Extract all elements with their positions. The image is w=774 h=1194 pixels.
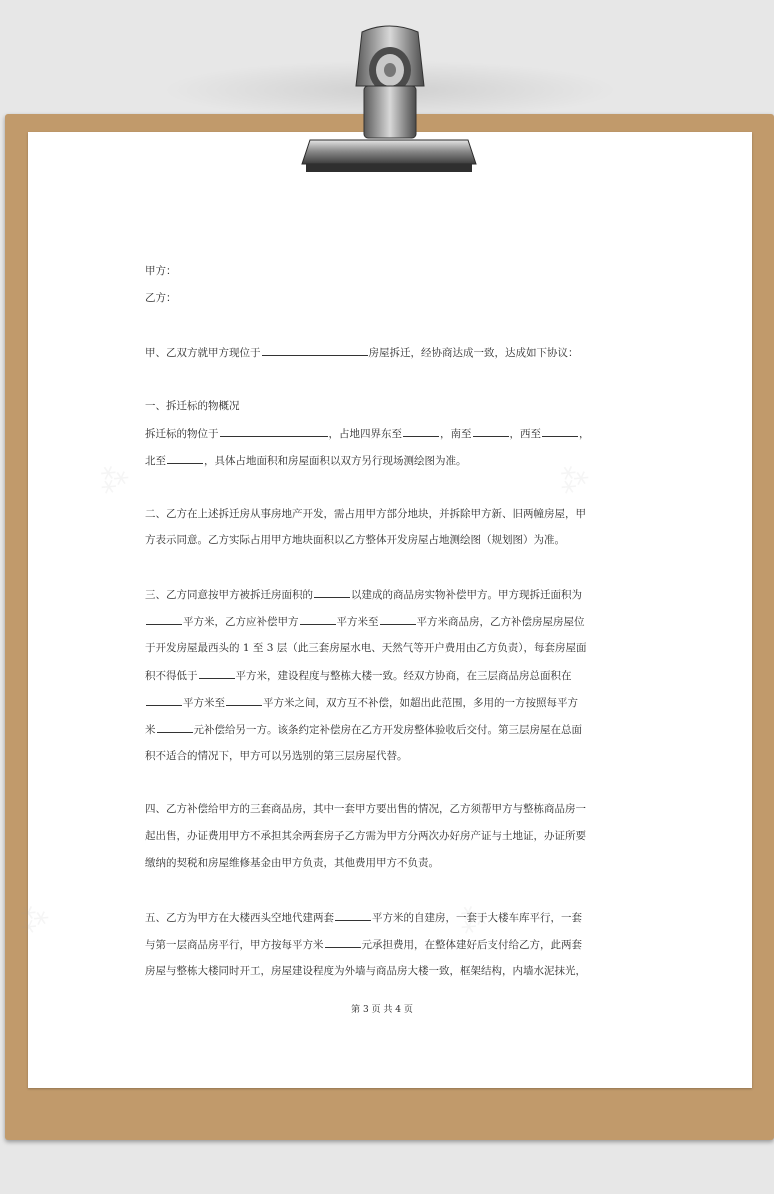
section-3-line-6: 米 元补偿给另一方。该条约定补偿房在乙方开发房整体验收后交付。第三层房屋在总面	[145, 721, 582, 737]
blank-field	[157, 721, 193, 733]
blank-field	[167, 452, 203, 464]
party-b-label: 乙方：	[145, 292, 177, 304]
blank-field	[380, 613, 416, 625]
section-5-line-3: 房屋与整栋大楼同时开工，房屋建设程度为外墙与商品房大楼一致，框架结构，内墙水泥抹光，	[145, 965, 586, 977]
blank-field	[314, 586, 350, 598]
section-4-line-2: 起出售，办证费用甲方不承担其余两套房子乙方需为甲方分两次办好房产证与土地证，办证所要	[145, 830, 586, 842]
blank-field	[325, 936, 361, 948]
blank-field	[146, 613, 182, 625]
section-4-line-1: 四、乙方补偿给甲方的三套商品房，其中一套甲方要出售的情况，乙方须帮甲方与整栋商品房一	[145, 803, 586, 815]
blank-field	[542, 425, 578, 437]
blank-field	[262, 344, 368, 356]
section-3-line-1: 三、乙方同意按甲方被拆迁房面积的 以建成的商品房实物补偿甲方。甲方现拆迁面积为	[145, 586, 582, 602]
party-a-label: 甲方：	[145, 265, 177, 277]
blank-field	[220, 425, 328, 437]
section-4-line-3: 缴纳的契税和房屋维修基金由甲方负责，其他费用甲方不负责。	[145, 857, 439, 869]
blank-field	[403, 425, 439, 437]
watermark: ⁂	[450, 896, 496, 943]
blank-field	[226, 694, 262, 706]
watermark: ⁂	[550, 456, 596, 503]
section-1-line-1: 拆迁标的物位于 ，占地四界东至 ，南至 ，西至 ，	[145, 425, 590, 441]
binder-clip-icon	[300, 24, 478, 178]
page-footer: 第 3 页 共 4 页	[351, 1005, 413, 1015]
section-3-line-2: 平方米，乙方应补偿甲方 平方米至 平方米商品房，乙方补偿房屋房屋位	[145, 613, 585, 629]
section-3-line-5: 平方米至 平方米之间，双方互不补偿，如超出此范围，多用的一方按照每平方	[145, 694, 578, 710]
section-2-line-1: 二、乙方在上述拆迁房从事房地产开发，需占用甲方部分地块，并拆除甲方新、旧两幢房屋，甲	[145, 508, 586, 520]
blank-field	[146, 694, 182, 706]
section-5-line-1: 五、乙方为甲方在大楼西头空地代建两套 平方米的自建房，一套于大楼车库平行，一套	[145, 909, 582, 925]
section-2-line-2: 方表示同意。乙方实际占用甲方地块面积以乙方整体开发房屋占地测绘图（规划图）为准。	[145, 534, 565, 546]
section-5-line-2: 与第一层商品房平行，甲方按每平方米 元承担费用，在整体建好后支付给乙方，此两套	[145, 936, 582, 952]
section-3-line-3: 于开发房屋最西头的 1 至 3 层（此三套房屋水电、天然气等开户费用由乙方负责），每套房屋面	[145, 642, 587, 654]
blank-field	[473, 425, 509, 437]
blank-field	[335, 909, 371, 921]
blank-field	[300, 613, 336, 625]
section-1-heading: 一、拆迁标的物概况	[145, 400, 240, 412]
blank-field	[199, 667, 235, 679]
watermark: ⁂	[10, 896, 56, 943]
intro-paragraph: 甲、乙双方就甲方现位于 房屋拆迁，经协商达成一致，达成如下协议：	[145, 344, 579, 360]
section-3-line-4: 积不得低于 平方米，建设程度与整栋大楼一致。经双方协商，在三层商品房总面积在	[145, 667, 572, 683]
section-1-line-2: 北至 ，具体占地面积和房屋面积以双方另行现场测绘图为准。	[145, 452, 467, 468]
section-3-line-7: 积不适合的情况下，甲方可以另选别的第三层房屋代替。	[145, 750, 408, 762]
watermark: ⁂	[90, 456, 136, 503]
